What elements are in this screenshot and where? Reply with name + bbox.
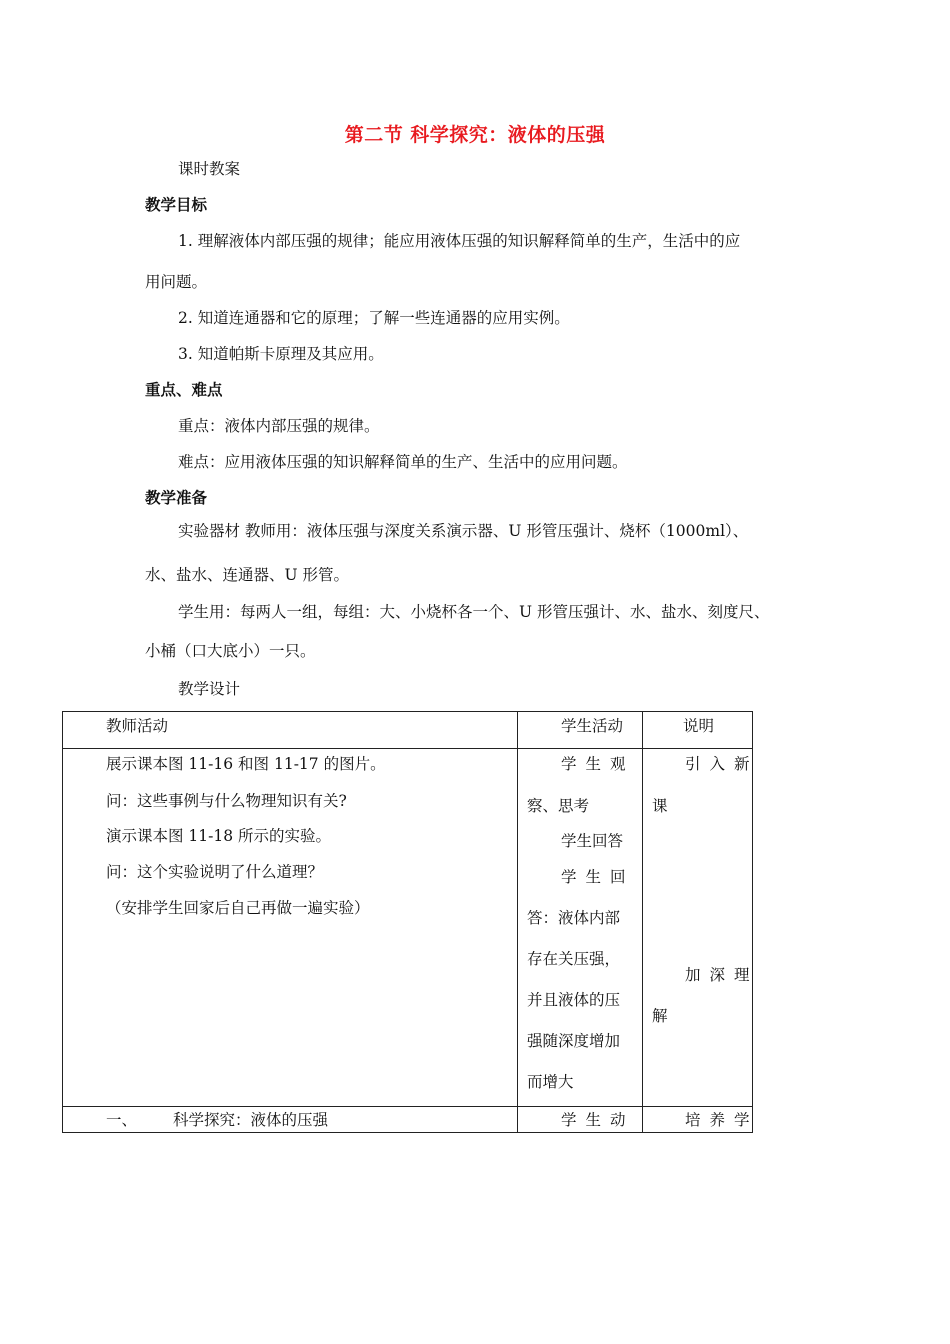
student-activity-line: 强随深度增加	[527, 1032, 621, 1050]
lesson-design-table	[62, 711, 759, 1133]
objective-3: 3. 知道帕斯卡原理及其应用。	[178, 345, 384, 363]
header-note-cell	[643, 712, 753, 749]
preparation-heading: 教学准备	[145, 489, 208, 507]
objective-2: 2. 知道连通器和它的原理；了解一些连通器的应用实例。	[178, 309, 570, 327]
subtitle: 课时教案	[178, 160, 241, 178]
teacher-materials-line-2: 水、盐水、连通器、U 形管。	[145, 566, 349, 584]
student-materials-line-1: 学生用：每两人一组，每组：大、小烧杯各一个、U 形管压强计、水、盐水、刻度尺、	[178, 603, 770, 621]
teacher-activity-line: （安排学生回家后自己再做一遍实验）	[106, 899, 370, 917]
student-activity-line: 答：液体内部	[527, 909, 621, 927]
row1-student-cell	[518, 749, 643, 1107]
student-activity-line: 学生回答	[561, 832, 624, 850]
difficult-point: 难点：应用液体压强的知识解释简单的生产、生活中的应用问题。	[178, 453, 628, 471]
row1-teacher-cell	[63, 749, 518, 1107]
row2-student-cell	[518, 1107, 643, 1133]
student-activity-line: 察、思考	[527, 797, 590, 815]
objectives-heading: 教学目标	[145, 196, 208, 214]
row2-student-activity: 学生动	[561, 1111, 635, 1129]
student-activity-line: 学生观	[561, 755, 635, 773]
objective-1-line-1: 1. 理解液体内部压强的规律；能应用液体压强的知识解释简单的生产，生活中的应	[178, 232, 741, 250]
note-line: 解	[652, 1007, 668, 1025]
student-activity-line: 学生回	[561, 868, 635, 886]
design-heading: 教学设计	[178, 680, 241, 698]
student-activity-line: 而增大	[527, 1073, 574, 1091]
row2-note-cell	[643, 1107, 759, 1133]
note-line: 加深理	[685, 966, 759, 984]
header-teacher-cell	[63, 712, 518, 749]
student-activity-line: 并且液体的压	[527, 991, 621, 1009]
teacher-activity-line: 问：这个实验说明了什么道理？	[106, 863, 324, 881]
header-student: 学生活动	[561, 717, 624, 735]
header-student-cell	[518, 712, 643, 749]
key-points-heading: 重点、难点	[145, 381, 223, 399]
table-row	[63, 1107, 753, 1133]
row1-note-cell	[643, 749, 759, 1107]
row2-teacher-cell	[63, 1107, 518, 1133]
teacher-activity-line: 演示课本图 11-18 所示的实验。	[106, 827, 332, 845]
header-note: 说明	[683, 717, 715, 735]
student-activity-line: 存在关压强，	[527, 950, 621, 968]
header-teacher: 教师活动	[106, 717, 169, 735]
inquiry-number: 一、	[106, 1111, 138, 1129]
student-materials-line-2: 小桶（口大底小）一只。	[145, 642, 316, 660]
note-line: 引入新	[685, 755, 759, 773]
inquiry-title: 科学探究：液体的压强	[173, 1111, 329, 1129]
teacher-materials-line-1: 实验器材 教师用：液体压强与深度关系演示器、U 形管压强计、烧杯（1000ml）、	[178, 522, 749, 540]
table-header-row	[63, 712, 753, 749]
teacher-activity-line: 展示课本图 11-16 和图 11-17 的图片。	[106, 755, 386, 773]
page-title: 第二节 科学探究：液体的压强	[344, 124, 606, 146]
note-line: 课	[652, 797, 668, 815]
objective-1-line-2: 用问题。	[145, 273, 208, 291]
row2-note: 培养学	[685, 1111, 759, 1129]
teacher-activity-line: 问：这些事例与什么物理知识有关?	[106, 792, 347, 810]
table-row	[63, 749, 753, 1107]
key-point: 重点：液体内部压强的规律。	[178, 417, 380, 435]
